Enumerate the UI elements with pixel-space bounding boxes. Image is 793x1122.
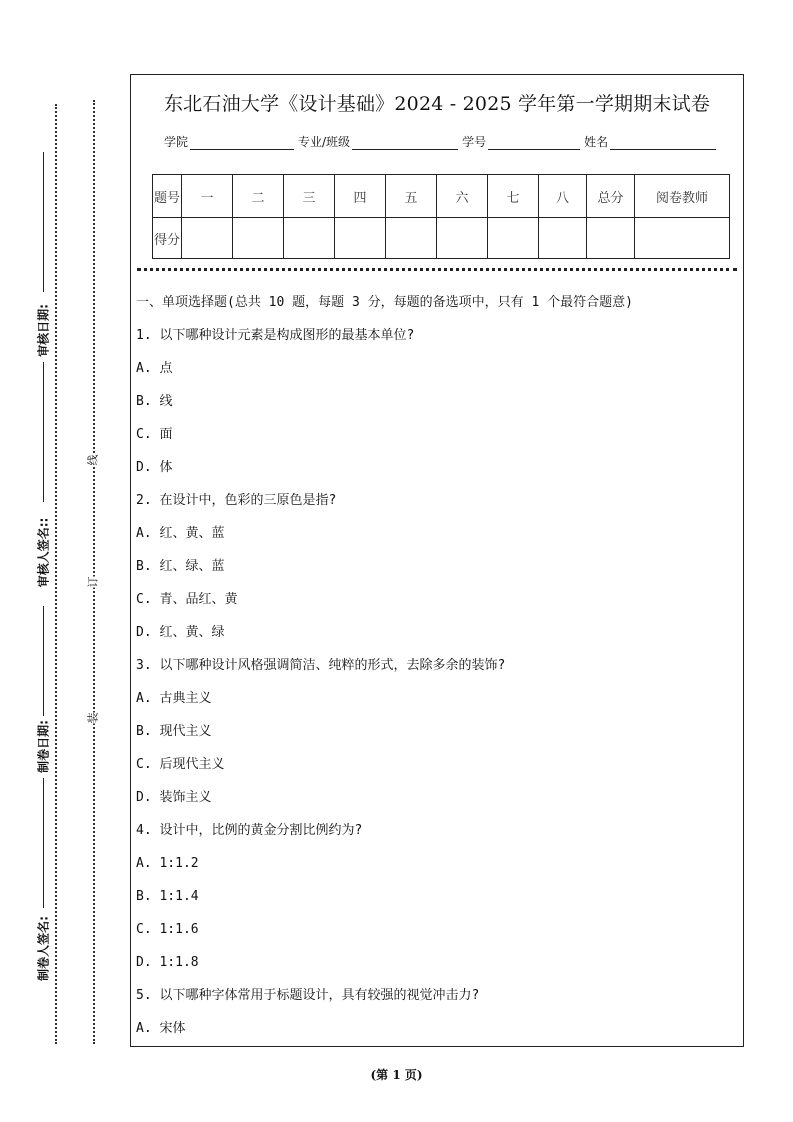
dotted-separator: [137, 268, 737, 271]
question-line: 2. 在设计中，色彩的三原色是指?: [136, 493, 337, 508]
binding-char-zhuang: 装: [83, 713, 103, 724]
col-6: 六: [437, 175, 488, 218]
option-line: B. 线: [136, 394, 173, 409]
exam-frame: [130, 74, 744, 1047]
binding-dotted-line-left: [55, 104, 57, 1044]
binding-char-line: 线: [83, 455, 103, 466]
score-cell-grader[interactable]: [635, 218, 730, 259]
score-cell[interactable]: [386, 218, 437, 259]
score-table-header-row: [153, 175, 730, 218]
score-cell[interactable]: [233, 218, 284, 259]
option-line: B. 1:1.4: [136, 889, 199, 904]
maker-sign-label: 制卷人签名:: [36, 916, 51, 981]
col-8: 八: [539, 175, 587, 218]
binding-char-ding: 订: [83, 577, 103, 588]
col-5: 五: [386, 175, 437, 218]
row-label-score: 得分: [153, 218, 182, 259]
question-line: 4. 设计中，比例的黄金分割比例约为?: [136, 823, 363, 838]
option-line: D. 红、黄、绿: [136, 625, 225, 640]
maker-date-line: [43, 606, 44, 716]
page-number: (第 1 页): [370, 1068, 423, 1082]
reviewer-date-label: 审核日期:: [36, 304, 51, 357]
major-blank[interactable]: [352, 137, 458, 150]
binding-dotted-line-right: [93, 100, 95, 1044]
col-4: 四: [335, 175, 386, 218]
option-line: C. 1:1.6: [136, 922, 199, 937]
question-section: [136, 291, 633, 1050]
question-line: 5. 以下哪种字体常用于标题设计，具有较强的视觉冲击力?: [136, 988, 480, 1003]
name-label: 姓名: [584, 135, 609, 149]
reviewer-sign-line: [43, 362, 44, 502]
option-line: A. 点: [136, 361, 173, 376]
reviewer-sign-label: 审核人签名::: [36, 517, 51, 588]
score-cell[interactable]: [437, 218, 488, 259]
reviewer-date-line: [43, 152, 44, 292]
score-cell[interactable]: [284, 218, 335, 259]
score-cell-total[interactable]: [587, 218, 635, 259]
student-id-blank[interactable]: [488, 137, 580, 150]
col-2: 二: [233, 175, 284, 218]
exam-title: 东北石油大学《设计基础》2024 - 2025 学年第一学期期末试卷: [163, 93, 711, 115]
section-heading: 一、单项选择题(总共 10 题，每题 3 分，每题的备选项中，只有 1 个最符合题意): [136, 295, 633, 310]
option-line: C. 青、品红、黄: [136, 592, 238, 607]
student-info-row: [164, 133, 720, 150]
score-table-score-row: [153, 218, 730, 259]
name-blank[interactable]: [610, 137, 716, 150]
score-cell[interactable]: [335, 218, 386, 259]
option-line: B. 现代主义: [136, 724, 212, 739]
question-line: 1. 以下哪种设计元素是构成图形的最基本单位?: [136, 328, 415, 343]
option-line: C. 后现代主义: [136, 757, 225, 772]
option-line: C. 面: [136, 427, 173, 442]
option-line: A. 1:1.2: [136, 856, 199, 871]
col-7: 七: [488, 175, 539, 218]
col-1: 一: [182, 175, 233, 218]
option-line: A. 古典主义: [136, 691, 212, 706]
option-line: D. 装饰主义: [136, 790, 212, 805]
score-cell[interactable]: [539, 218, 587, 259]
score-cell[interactable]: [488, 218, 539, 259]
option-line: A. 红、黄、蓝: [136, 526, 225, 541]
college-blank[interactable]: [190, 137, 294, 150]
score-table: [152, 174, 730, 259]
col-grader: 阅卷教师: [635, 175, 730, 218]
major-label: 专业/班级: [298, 135, 351, 149]
score-cell[interactable]: [182, 218, 233, 259]
col-total: 总分: [587, 175, 635, 218]
col-3: 三: [284, 175, 335, 218]
row-label-question-no: 题号: [153, 175, 182, 218]
option-line: A. 宋体: [136, 1021, 186, 1036]
option-line: D. 1:1.8: [136, 955, 199, 970]
question-line: 3. 以下哪种设计风格强调简洁、纯粹的形式，去除多余的装饰?: [136, 658, 506, 673]
student-id-label: 学号: [462, 135, 487, 149]
option-line: D. 体: [136, 460, 173, 475]
option-line: B. 红、绿、蓝: [136, 559, 225, 574]
maker-date-label: 制卷日期:: [36, 720, 51, 773]
college-label: 学院: [164, 135, 189, 149]
maker-sign-line: [43, 778, 44, 908]
